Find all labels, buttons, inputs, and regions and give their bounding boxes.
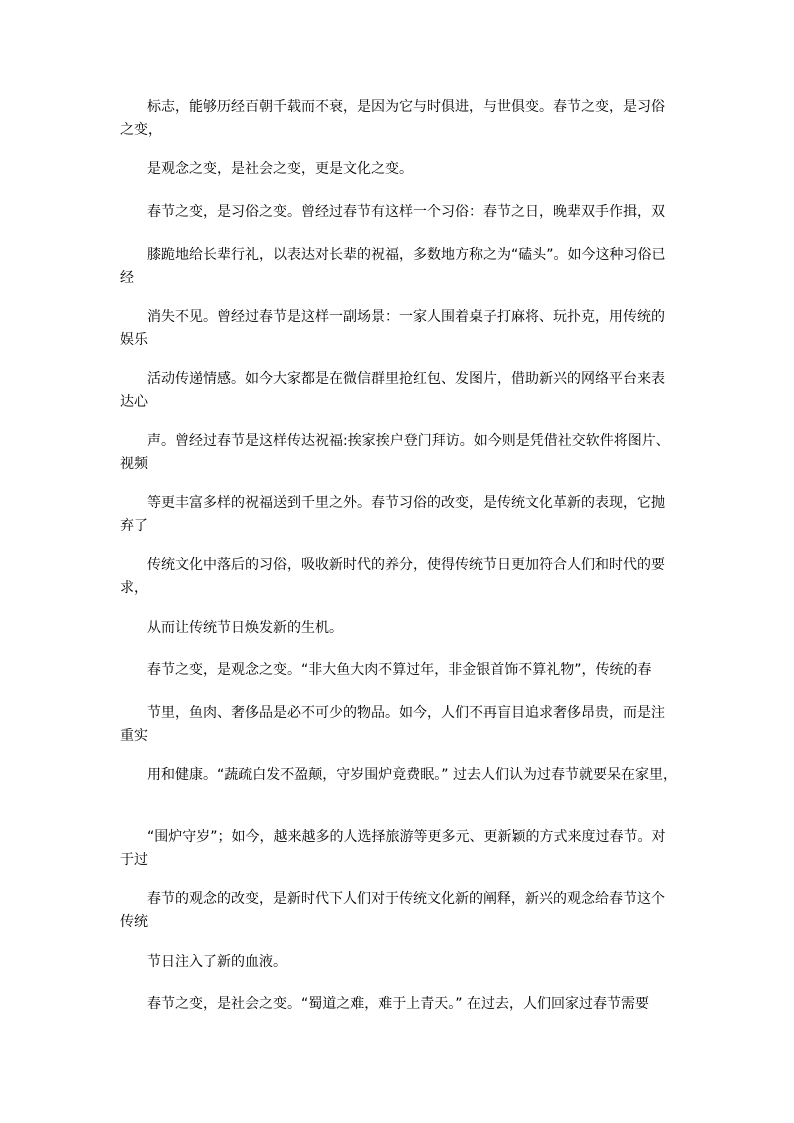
- paragraph-line: [120, 244, 680, 290]
- paragraph-line: [120, 492, 680, 538]
- line-text: 活动传递情感。如今大家都是在微信群里抢红包、发图片，借助新兴的网络平台来表: [147, 371, 665, 387]
- line-wrap-text: 求，: [120, 580, 148, 596]
- line-wrap-text: 重实: [120, 728, 148, 744]
- line-text: 膝跪地给长辈行礼，以表达对长辈的祝福，多数地方称之为“磕头”。如今这种习俗已: [147, 247, 666, 263]
- paragraph-line: [120, 702, 680, 748]
- paragraph-line: 是观念之变，是社会之变，更是文化之变。: [147, 161, 413, 177]
- line-wrap-text: 娱乐: [120, 332, 148, 348]
- paragraph-line: [120, 826, 680, 872]
- line-wrap-text: 传统: [120, 914, 148, 930]
- line-text: 标志，能够历经百朝千载而不衰，是因为它与时俱进，与世俱变。春节之变，是习俗: [147, 99, 665, 115]
- paragraph-line: 春节之变，是习俗之变。曾经过春节有这样一个习俗：春节之日，晚辈双手作揖，双: [147, 204, 665, 220]
- line-text: 声。曾经过春节是这样传达祝福:挨家挨户登门拜访。如今则是凭借社交软件将图片、: [147, 433, 670, 449]
- line-text: 传统文化中落后的习俗，吸收新时代的养分，使得传统节日更加符合人们和时代的要: [147, 557, 665, 573]
- line-text: “围炉守岁”；如今，越来越多的人选择旅游等更多元、更新颖的方式来度过春节。对: [147, 829, 666, 845]
- line-wrap-text: 经: [120, 270, 134, 286]
- paragraph-line: 用和健康。“蔬疏白发不盈颠，守岁围炉竟费眠。” 过去人们认为过春节就要呆在家里，: [147, 767, 677, 783]
- line-wrap-text: 弃了: [120, 518, 148, 534]
- line-wrap-text: 之变，: [120, 122, 162, 138]
- paragraph-line: [120, 368, 680, 414]
- paragraph-line: 春节之变，是观念之变。“非大鱼大肉不算过年，非金银首饰不算礼物”，传统的春: [147, 662, 652, 678]
- paragraph-line: 春节之变，是社会之变。“蜀道之难，难于上青天。” 在过去，人们回家过春节需要: [147, 996, 649, 1012]
- line-text: 等更丰富多样的祝福送到千里之外。春节习俗的改变，是传统文化革新的表现，它抛: [147, 495, 665, 511]
- paragraph-line: [120, 554, 680, 600]
- line-text: 春节的观念的改变，是新时代下人们对于传统文化新的阐释，新兴的观念给春节这个: [147, 891, 665, 907]
- paragraph-line: [120, 96, 680, 142]
- paragraph-line: [120, 888, 680, 934]
- paragraph-line: 从而让传统节日焕发新的生机。: [147, 620, 343, 636]
- line-wrap-text: 达心: [120, 394, 148, 410]
- paragraph-line: [120, 306, 680, 352]
- paragraph-line: [120, 430, 680, 476]
- paragraph-line: 节日注入了新的血液。: [147, 954, 287, 970]
- line-text: 节里，鱼肉、奢侈品是必不可少的物品。如今，人们不再盲目追求奢侈昂贵，而是注: [147, 705, 665, 721]
- line-text: 消失不见。曾经过春节是这样一副场景：一家人围着桌子打麻将、玩扑克，用传统的: [147, 309, 665, 325]
- line-wrap-text: 于过: [120, 852, 148, 868]
- line-wrap-text: 视频: [120, 456, 148, 472]
